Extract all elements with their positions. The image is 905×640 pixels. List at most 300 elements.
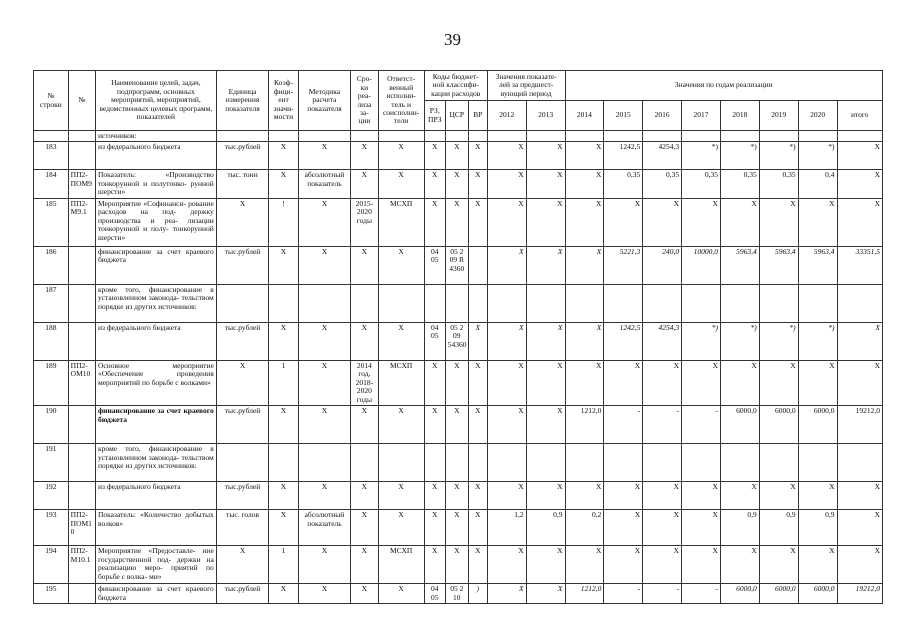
cell-num: 185	[34, 198, 69, 246]
cell-v2012: X	[487, 142, 526, 170]
cell-unit: тыс.рублей	[216, 406, 269, 444]
cell-v2015: -	[604, 406, 643, 444]
cell-unit: тыс.рублей	[216, 584, 269, 604]
program-table	[33, 70, 883, 604]
cell-v2017: 10000,0	[682, 246, 721, 284]
cell-rz: X	[424, 482, 445, 510]
cell-code	[68, 584, 95, 604]
cell-v2017	[682, 444, 721, 482]
cell-name: кроме того, финансирование в установленном законода- тельством порядке из других источников:	[95, 444, 216, 482]
cell-v2012	[487, 444, 526, 482]
cell-csr: X	[445, 360, 468, 405]
cell-csr	[445, 444, 468, 482]
cell-term: X	[351, 246, 378, 284]
cell-code	[68, 142, 95, 170]
cell-coef	[269, 131, 298, 142]
cell-coef: X	[269, 482, 298, 510]
cell-method: X	[298, 482, 351, 510]
cell-v2020: 5963,4	[798, 246, 837, 284]
cell-exec: X	[378, 246, 424, 284]
cell-coef: X	[269, 142, 298, 170]
header-year-2018: 2018	[720, 101, 759, 131]
cell-exec	[378, 131, 424, 142]
cell-unit	[216, 444, 269, 482]
cell-exec: X	[378, 584, 424, 604]
cell-term	[351, 131, 378, 142]
cell-v2015: 1242,5	[604, 322, 643, 360]
cell-csr: X	[445, 170, 468, 198]
header-year-values: Значения по годам реализации	[565, 71, 883, 101]
cell-v2015: X	[604, 482, 643, 510]
table-row	[34, 322, 883, 360]
cell-term: X	[351, 142, 378, 170]
cell-num: 192	[34, 482, 69, 510]
cell-method: X	[298, 360, 351, 405]
cell-total: X	[837, 170, 882, 198]
cell-v2012: X	[487, 406, 526, 444]
table-row	[34, 198, 883, 246]
cell-code: ПП2- ПОМ1 0	[68, 510, 95, 546]
cell-name: из федерального бюджета	[95, 142, 216, 170]
header-no: №	[68, 71, 95, 131]
cell-v2020: 6000,0	[798, 406, 837, 444]
cell-v2014: 1212,0	[565, 406, 604, 444]
cell-v2013	[526, 284, 565, 322]
cell-num: 191	[34, 444, 69, 482]
cell-unit: тыс.рублей	[216, 482, 269, 510]
header-year-2019: 2019	[759, 101, 798, 131]
cell-code	[68, 444, 95, 482]
table-row	[34, 444, 883, 482]
cell-v2012: 1,2	[487, 510, 526, 546]
table-row	[34, 510, 883, 546]
cell-rz	[424, 131, 445, 142]
cell-name: Основное мероприятие «Обеспечение проведения мероприятий по борьбе с волками»	[95, 360, 216, 405]
cell-v2016: X	[643, 546, 682, 584]
cell-v2012	[487, 284, 526, 322]
cell-v2015: 5221,3	[604, 246, 643, 284]
cell-v2020	[798, 444, 837, 482]
cell-vr	[468, 284, 487, 322]
cell-rz	[424, 444, 445, 482]
table-row	[34, 546, 883, 584]
cell-v2014: X	[565, 322, 604, 360]
cell-v2012: X	[487, 584, 526, 604]
cell-total: 33351,5	[837, 246, 882, 284]
cell-v2013: X	[526, 170, 565, 198]
cell-rz: X	[424, 142, 445, 170]
cell-exec	[378, 444, 424, 482]
header-year-2015: 2015	[604, 101, 643, 131]
table-row	[34, 584, 883, 604]
cell-v2013: X	[526, 482, 565, 510]
cell-method: X	[298, 406, 351, 444]
cell-v2016: X	[643, 482, 682, 510]
cell-coef	[269, 284, 298, 322]
cell-csr	[445, 284, 468, 322]
header-previous-values: Значения показате- лей за предшест- вующий период	[487, 71, 565, 101]
cell-name: из федерального бюджета	[95, 322, 216, 360]
cell-v2016: -	[643, 406, 682, 444]
cell-coef: X	[269, 406, 298, 444]
cell-vr: X	[468, 142, 487, 170]
cell-v2012: X	[487, 322, 526, 360]
cell-v2017: X	[682, 198, 721, 246]
cell-rz: X	[424, 170, 445, 198]
cell-vr: X	[468, 360, 487, 405]
cell-total: X	[837, 546, 882, 584]
header-method: Методика расчета показателя	[298, 71, 351, 131]
cell-total: 19212,0	[837, 406, 882, 444]
table-row	[34, 142, 883, 170]
cell-v2019: 6000,0	[759, 406, 798, 444]
cell-v2015: 1242,5	[604, 142, 643, 170]
cell-exec: X	[378, 170, 424, 198]
cell-csr: 05 2 09 R 4360	[445, 246, 468, 284]
cell-v2017: X	[682, 510, 721, 546]
cell-v2015	[604, 284, 643, 322]
header-rz: РЗ, ПРЗ	[424, 101, 445, 131]
cell-term: 2015- 2020 годы	[351, 198, 378, 246]
cell-csr: X	[445, 510, 468, 546]
cell-num: 183	[34, 142, 69, 170]
cell-name: Показатель: «Производство тонкорунной и полутонко- рунной шерсти»	[95, 170, 216, 198]
header-year-2020: 2020	[798, 101, 837, 131]
header-total: итого	[837, 101, 882, 131]
cell-v2017: -	[682, 584, 721, 604]
cell-v2016	[643, 444, 682, 482]
cell-method: X	[298, 142, 351, 170]
header-vr: ВР	[468, 101, 487, 131]
cell-v2016	[643, 284, 682, 322]
cell-v2019: 0,35	[759, 170, 798, 198]
cell-name: из федерального бюджета	[95, 482, 216, 510]
cell-method: X	[298, 584, 351, 604]
cell-vr: X	[468, 482, 487, 510]
table-row	[34, 360, 883, 405]
cell-v2014: X	[565, 170, 604, 198]
cell-term: X	[351, 170, 378, 198]
cell-vr: X	[468, 406, 487, 444]
cell-unit: X	[216, 198, 269, 246]
cell-v2018	[720, 284, 759, 322]
header-terms: Сро- ки реа- лиза за- ции	[351, 71, 378, 131]
page-number: 39	[444, 30, 461, 49]
cell-v2020	[798, 284, 837, 322]
cell-code: ПП2- ОМ10	[68, 360, 95, 405]
cell-total	[837, 131, 882, 142]
cell-num: 189	[34, 360, 69, 405]
cell-method: X	[298, 198, 351, 246]
cell-term: 2014 год, 2018- 2020 годы	[351, 360, 378, 405]
cell-v2020: 0,4	[798, 170, 837, 198]
cell-v2013: X	[526, 322, 565, 360]
table-row	[34, 246, 883, 284]
cell-v2019: *)	[759, 142, 798, 170]
cell-v2012: X	[487, 546, 526, 584]
cell-exec: X	[378, 142, 424, 170]
cell-v2012: X	[487, 360, 526, 405]
cell-v2016: X	[643, 360, 682, 405]
cell-v2015: -	[604, 584, 643, 604]
cell-v2014: X	[565, 546, 604, 584]
cell-v2013: X	[526, 546, 565, 584]
cell-v2016: 0,35	[643, 170, 682, 198]
cell-unit: X	[216, 360, 269, 405]
cell-v2014	[565, 284, 604, 322]
cell-v2014	[565, 131, 604, 142]
cell-csr: X	[445, 482, 468, 510]
cell-v2013	[526, 131, 565, 142]
cell-name: источников:	[95, 131, 216, 142]
table-header	[34, 71, 883, 131]
cell-v2014	[565, 444, 604, 482]
cell-vr: X	[468, 170, 487, 198]
cell-v2019: 5963,4	[759, 246, 798, 284]
cell-v2018	[720, 444, 759, 482]
cell-code: ПП2- ПОМ9	[68, 170, 95, 198]
cell-v2018: 6000,0	[720, 406, 759, 444]
cell-num: 193	[34, 510, 69, 546]
cell-v2015: X	[604, 198, 643, 246]
cell-method: X	[298, 246, 351, 284]
cell-rz: 04 05	[424, 322, 445, 360]
header-row-no: № строки	[34, 71, 69, 131]
cell-coef: 1	[269, 360, 298, 405]
table-row	[34, 284, 883, 322]
cell-term: X	[351, 546, 378, 584]
cell-num: 187	[34, 284, 69, 322]
cell-code	[68, 131, 95, 142]
cell-exec: МСХП	[378, 198, 424, 246]
cell-method: абсолютный показатель	[298, 510, 351, 546]
cell-v2014: 1212,0	[565, 584, 604, 604]
cell-method: X	[298, 322, 351, 360]
cell-v2019	[759, 284, 798, 322]
cell-total: X	[837, 360, 882, 405]
cell-v2013: 0,9	[526, 510, 565, 546]
cell-total	[837, 444, 882, 482]
cell-v2020: X	[798, 546, 837, 584]
cell-exec: X	[378, 322, 424, 360]
table-row	[34, 482, 883, 510]
cell-v2013: X	[526, 246, 565, 284]
cell-term	[351, 284, 378, 322]
cell-v2014: X	[565, 360, 604, 405]
cell-v2012: X	[487, 482, 526, 510]
cell-v2020: *)	[798, 142, 837, 170]
cell-v2015	[604, 444, 643, 482]
cell-coef	[269, 444, 298, 482]
cell-v2018: 5963,4	[720, 246, 759, 284]
cell-name: кроме того, финансирование в установленном законода- тельством порядке из других источников:	[95, 284, 216, 322]
cell-unit: тыс. тонн	[216, 170, 269, 198]
header-year-2014: 2014	[565, 101, 604, 131]
cell-term: X	[351, 584, 378, 604]
cell-rz: X	[424, 198, 445, 246]
cell-vr	[468, 444, 487, 482]
cell-v2012: X	[487, 170, 526, 198]
cell-method	[298, 131, 351, 142]
cell-v2020: X	[798, 198, 837, 246]
header-budget-codes: Коды бюджет- ной классифи- кации расходов	[424, 71, 487, 101]
cell-num: 188	[34, 322, 69, 360]
cell-unit: тыс.рублей	[216, 142, 269, 170]
cell-vr: X	[468, 510, 487, 546]
cell-num: 190	[34, 406, 69, 444]
header-unit: Единица измерения показателя	[216, 71, 269, 131]
cell-v2014: X	[565, 482, 604, 510]
cell-v2017: X	[682, 482, 721, 510]
cell-v2019	[759, 131, 798, 142]
cell-unit	[216, 131, 269, 142]
cell-exec: МСХП	[378, 360, 424, 405]
cell-rz: 04 05	[424, 584, 445, 604]
cell-v2013: X	[526, 142, 565, 170]
cell-unit: тыс.рублей	[216, 322, 269, 360]
header-year-2016: 2016	[643, 101, 682, 131]
table-row	[34, 170, 883, 198]
cell-csr	[445, 131, 468, 142]
cell-total: 19212,0	[837, 584, 882, 604]
table-row	[34, 406, 883, 444]
cell-v2016: X	[643, 510, 682, 546]
cell-num: 194	[34, 546, 69, 584]
cell-v2013: X	[526, 360, 565, 405]
cell-v2019: X	[759, 360, 798, 405]
cell-coef: X	[269, 322, 298, 360]
cell-exec	[378, 284, 424, 322]
cell-unit: тыс.рублей	[216, 246, 269, 284]
cell-v2018: X	[720, 546, 759, 584]
cell-v2013: X	[526, 584, 565, 604]
cell-unit	[216, 284, 269, 322]
cell-v2019: X	[759, 482, 798, 510]
cell-v2016: 4254,3	[643, 322, 682, 360]
cell-v2018	[720, 131, 759, 142]
cell-v2017	[682, 131, 721, 142]
cell-code	[68, 284, 95, 322]
cell-rz	[424, 284, 445, 322]
cell-coef: X	[269, 510, 298, 546]
cell-rz: X	[424, 546, 445, 584]
cell-unit: тыс. голов	[216, 510, 269, 546]
cell-csr: X	[445, 142, 468, 170]
cell-unit: X	[216, 546, 269, 584]
cell-v2019: 0,9	[759, 510, 798, 546]
cell-v2014: X	[565, 198, 604, 246]
cell-v2014: 0,2	[565, 510, 604, 546]
cell-method: абсолютный показатель	[298, 170, 351, 198]
header-year-2012: 2012	[487, 101, 526, 131]
header-name: Наименование целей, задач, подпрограмм, основных мероприятий, мероприятий, ведомственных целевых программ, показателей	[95, 71, 216, 131]
cell-method	[298, 284, 351, 322]
cell-v2012	[487, 131, 526, 142]
cell-code: ПП2- М9.1	[68, 198, 95, 246]
cell-total: X	[837, 142, 882, 170]
cell-v2018: X	[720, 360, 759, 405]
cell-v2018: X	[720, 198, 759, 246]
cell-exec: X	[378, 406, 424, 444]
cell-vr: X	[468, 198, 487, 246]
cell-csr: 05 2 09 54360	[445, 322, 468, 360]
cell-num: 186	[34, 246, 69, 284]
cell-num: 184	[34, 170, 69, 198]
cell-total: X	[837, 510, 882, 546]
cell-v2019: X	[759, 198, 798, 246]
cell-code	[68, 406, 95, 444]
cell-v2015: X	[604, 546, 643, 584]
cell-total: X	[837, 322, 882, 360]
cell-name: финансирование за счет краевого бюджета	[95, 406, 216, 444]
cell-v2020: X	[798, 360, 837, 405]
cell-code	[68, 322, 95, 360]
header-coef: Коэф- фици- ент значи- мости	[269, 71, 298, 131]
cell-method	[298, 444, 351, 482]
cell-rz: 04 05	[424, 246, 445, 284]
cell-exec: МСХП	[378, 546, 424, 584]
header-executor: Ответст- венный исполни- тель и соисполни- тели	[378, 71, 424, 131]
cell-vr: X	[468, 322, 487, 360]
cell-code: ПП2- М10.1	[68, 546, 95, 584]
cell-v2016	[643, 131, 682, 142]
cell-v2019: X	[759, 546, 798, 584]
cell-v2017: -	[682, 406, 721, 444]
cell-vr: X	[468, 546, 487, 584]
cell-coef: X	[269, 246, 298, 284]
cell-v2018: 0,9	[720, 510, 759, 546]
cell-v2017: *)	[682, 322, 721, 360]
cell-v2013	[526, 444, 565, 482]
cell-v2015: X	[604, 360, 643, 405]
cell-name: Мероприятие «Предоставле- ние государственной под- держки на реализацию меро- приятий по борьбе с волка- ми»	[95, 546, 216, 584]
cell-name: Показатель: «Количество добытых волков»	[95, 510, 216, 546]
cell-code	[68, 482, 95, 510]
cell-v2020	[798, 131, 837, 142]
cell-term: X	[351, 322, 378, 360]
header-year-2013: 2013	[526, 101, 565, 131]
cell-v2017	[682, 284, 721, 322]
cell-coef: 1	[269, 546, 298, 584]
cell-vr	[468, 131, 487, 142]
cell-v2018: *)	[720, 142, 759, 170]
cell-rz: X	[424, 360, 445, 405]
cell-csr: 05 2 10	[445, 584, 468, 604]
cell-total: X	[837, 482, 882, 510]
cell-term: X	[351, 406, 378, 444]
cell-coef: X	[269, 170, 298, 198]
cell-v2020: 6000,0	[798, 584, 837, 604]
cell-v2015	[604, 131, 643, 142]
cell-code	[68, 246, 95, 284]
cell-coef: X	[269, 584, 298, 604]
cell-name: Мероприятие «Софинанси- рование расходов на под- держку производства и реа- лизации тонкорунной и полу- тонкорунной шерсти»	[95, 198, 216, 246]
cell-v2020: X	[798, 482, 837, 510]
cell-num: 195	[34, 584, 69, 604]
cell-v2016: -	[643, 584, 682, 604]
cell-exec: X	[378, 482, 424, 510]
header-csr: ЦСР	[445, 101, 468, 131]
cell-v2017: 0,35	[682, 170, 721, 198]
cell-v2018: X	[720, 482, 759, 510]
cell-coef: !	[269, 198, 298, 246]
cell-v2018: 6000,0	[720, 584, 759, 604]
table-row	[34, 131, 883, 142]
header-year-2017: 2017	[682, 101, 721, 131]
cell-v2015: 0,35	[604, 170, 643, 198]
cell-v2019: 6000,0	[759, 584, 798, 604]
cell-v2020: 0,9	[798, 510, 837, 546]
